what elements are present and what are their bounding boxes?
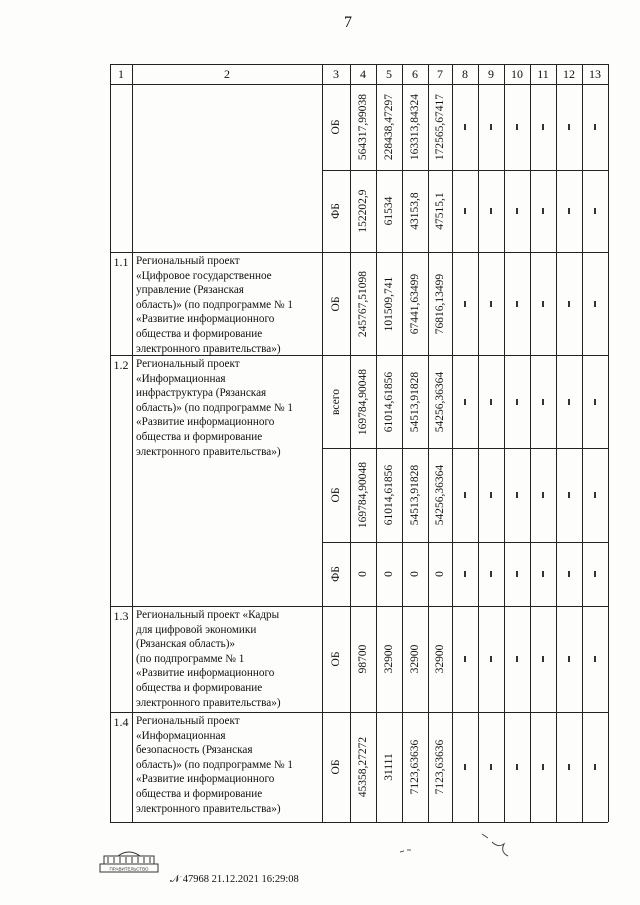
column-header-9: 9 (488, 67, 494, 81)
empty-marker (464, 492, 466, 498)
value: 0 (383, 571, 395, 577)
footer-stamp (170, 874, 299, 886)
funding-source: ФБ (330, 203, 342, 219)
empty-marker (516, 492, 518, 498)
empty-marker (516, 656, 518, 662)
empty-marker (490, 301, 492, 307)
funding-source: ОБ (330, 651, 342, 667)
table-row-line (110, 712, 608, 713)
value: 54513,91828 (409, 464, 421, 526)
empty-marker (594, 571, 596, 577)
value: 32900 (383, 644, 395, 674)
signature-mark (478, 828, 514, 860)
value: 169784,90048 (357, 368, 369, 435)
value: 152202,9 (357, 189, 369, 233)
column-header-2: 2 (224, 67, 230, 81)
value: 76816,13499 (434, 273, 446, 334)
table-col-line (428, 64, 429, 822)
empty-marker (490, 492, 492, 498)
empty-marker (568, 399, 570, 405)
table-col-line (478, 64, 479, 822)
stamp-mark: 𝒩 (170, 874, 181, 885)
funding-source: ОБ (330, 759, 342, 775)
table-header-line (110, 84, 608, 85)
table-col-line (322, 64, 323, 822)
empty-marker (568, 301, 570, 307)
column-header-12: 12 (563, 67, 575, 81)
value: 31111 (383, 753, 395, 781)
value: 45358,27272 (357, 736, 369, 798)
table-col-line (376, 64, 377, 822)
empty-marker (568, 571, 570, 577)
row-description: Региональный проект «Цифровое государственное управление (Рязанская область)» (по подпрограмме № 1 «Развитие информационного общества и формирование электронного правительства») (136, 255, 293, 355)
table-col-line (452, 64, 453, 822)
svg-text:ПРАВИТЕЛЬСТВО: ПРАВИТЕЛЬСТВО (109, 866, 149, 872)
empty-marker (516, 208, 518, 214)
column-header-5: 5 (386, 67, 392, 81)
empty-marker (464, 124, 466, 130)
value: 245767,51098 (357, 270, 369, 337)
funding-source: всего (330, 388, 342, 415)
empty-marker (542, 208, 544, 214)
column-header-4: 4 (360, 67, 366, 81)
table-row-line (322, 448, 608, 449)
empty-marker (516, 571, 518, 577)
empty-marker (516, 124, 518, 130)
government-emblem (98, 848, 160, 876)
value: 67441,63499 (409, 273, 421, 334)
empty-marker (568, 492, 570, 498)
empty-marker (490, 399, 492, 405)
column-header-8: 8 (462, 67, 468, 81)
value: 54513,91828 (409, 371, 421, 432)
empty-marker (464, 301, 466, 307)
value: 0 (409, 571, 421, 577)
empty-marker (542, 399, 544, 405)
value: 54256,36364 (434, 371, 446, 432)
empty-marker (542, 301, 544, 307)
empty-marker (490, 764, 492, 770)
empty-marker (542, 124, 544, 130)
table-col-line (582, 64, 583, 822)
empty-marker (542, 571, 544, 577)
table-row-line (110, 606, 608, 607)
funding-source: ОБ (330, 487, 342, 503)
empty-marker (542, 764, 544, 770)
empty-marker (490, 571, 492, 577)
value: 61014,61856 (383, 464, 395, 526)
funding-source: ОБ (330, 296, 342, 311)
column-header-6: 6 (412, 67, 418, 81)
empty-marker (568, 656, 570, 662)
value: 169784,90048 (357, 461, 369, 529)
empty-marker (594, 399, 596, 405)
value: 163313,84324 (409, 93, 421, 161)
value: 61534 (383, 196, 395, 226)
table-col-line (530, 64, 531, 822)
row-description: Региональный проект «Информационная безопасность (Рязанская область)» (по подпрограмме № 1 «Развитие информационного общества и формирование электронного правительства») (136, 715, 293, 815)
column-header-10: 10 (511, 67, 523, 81)
value: 43153,8 (409, 192, 421, 230)
column-header-3: 3 (333, 67, 339, 81)
row-description: Региональный проект «Информационная инфраструктура (Рязанская область)» (по подпрограмме № 1 «Развитие информационного общества и формирование электронного правительства») (136, 358, 293, 458)
table-col-line (402, 64, 403, 822)
value: 61014,61856 (383, 371, 395, 432)
empty-marker (490, 208, 492, 214)
empty-marker (594, 764, 596, 770)
empty-marker (568, 764, 570, 770)
ink-mark (398, 846, 414, 856)
row-number: 1.4 (113, 715, 129, 729)
value: 0 (357, 571, 369, 577)
table-col-line (608, 64, 609, 822)
table-col-line (110, 64, 111, 822)
row-number: 1.1 (113, 255, 129, 269)
empty-marker (516, 764, 518, 770)
row-number: 1.2 (113, 358, 129, 372)
empty-marker (464, 399, 466, 405)
table-col-line (350, 64, 351, 822)
table-row-line (322, 170, 608, 171)
empty-marker (594, 656, 596, 662)
table-col-line (556, 64, 557, 822)
empty-marker (594, 492, 596, 498)
value: 47515,1 (434, 192, 446, 230)
table-col-line (504, 64, 505, 822)
empty-marker (594, 124, 596, 130)
empty-marker (542, 492, 544, 498)
empty-marker (464, 571, 466, 577)
row-description: Региональный проект «Кадры для цифровой экономики (Рязанская область)» (по подпрограмме № 1 «Развитие информационного общества и формирование электронного правительства») (136, 609, 281, 709)
empty-marker (542, 656, 544, 662)
empty-marker (568, 124, 570, 130)
funding-source: ОБ (330, 119, 342, 135)
empty-marker (464, 764, 466, 770)
value: 98700 (357, 644, 369, 674)
stamp-timestamp: 21.12.2021 16:29:08 (211, 874, 299, 885)
stamp-id: 47968 (182, 874, 209, 885)
empty-marker (490, 656, 492, 662)
value: 228438,47297 (383, 93, 395, 161)
value: 564317,99038 (357, 93, 369, 161)
empty-marker (516, 399, 518, 405)
empty-marker (490, 124, 492, 130)
value: 7123,63636 (409, 739, 421, 795)
empty-marker (464, 208, 466, 214)
empty-marker (568, 208, 570, 214)
empty-marker (516, 301, 518, 307)
row-number: 1.3 (113, 609, 129, 623)
table-col-line (132, 64, 133, 822)
value: 0 (434, 571, 446, 577)
value: 172565,67417 (434, 93, 446, 161)
value: 101509,741 (383, 276, 395, 331)
empty-marker (594, 208, 596, 214)
empty-marker (594, 301, 596, 307)
value: 54256,36364 (434, 464, 446, 526)
empty-marker (464, 656, 466, 662)
table-row-line (110, 252, 608, 253)
column-header-1: 1 (118, 67, 124, 81)
column-header-7: 7 (437, 67, 443, 81)
value: 7123,63636 (434, 739, 446, 795)
page-number: 7 (344, 14, 352, 31)
column-header-11: 11 (537, 67, 549, 81)
column-header-13: 13 (589, 67, 601, 81)
value: 32900 (434, 644, 446, 674)
table-row-line (322, 542, 608, 543)
value: 32900 (409, 644, 421, 674)
funding-source: ФБ (330, 566, 342, 582)
table-row-line (110, 822, 608, 823)
